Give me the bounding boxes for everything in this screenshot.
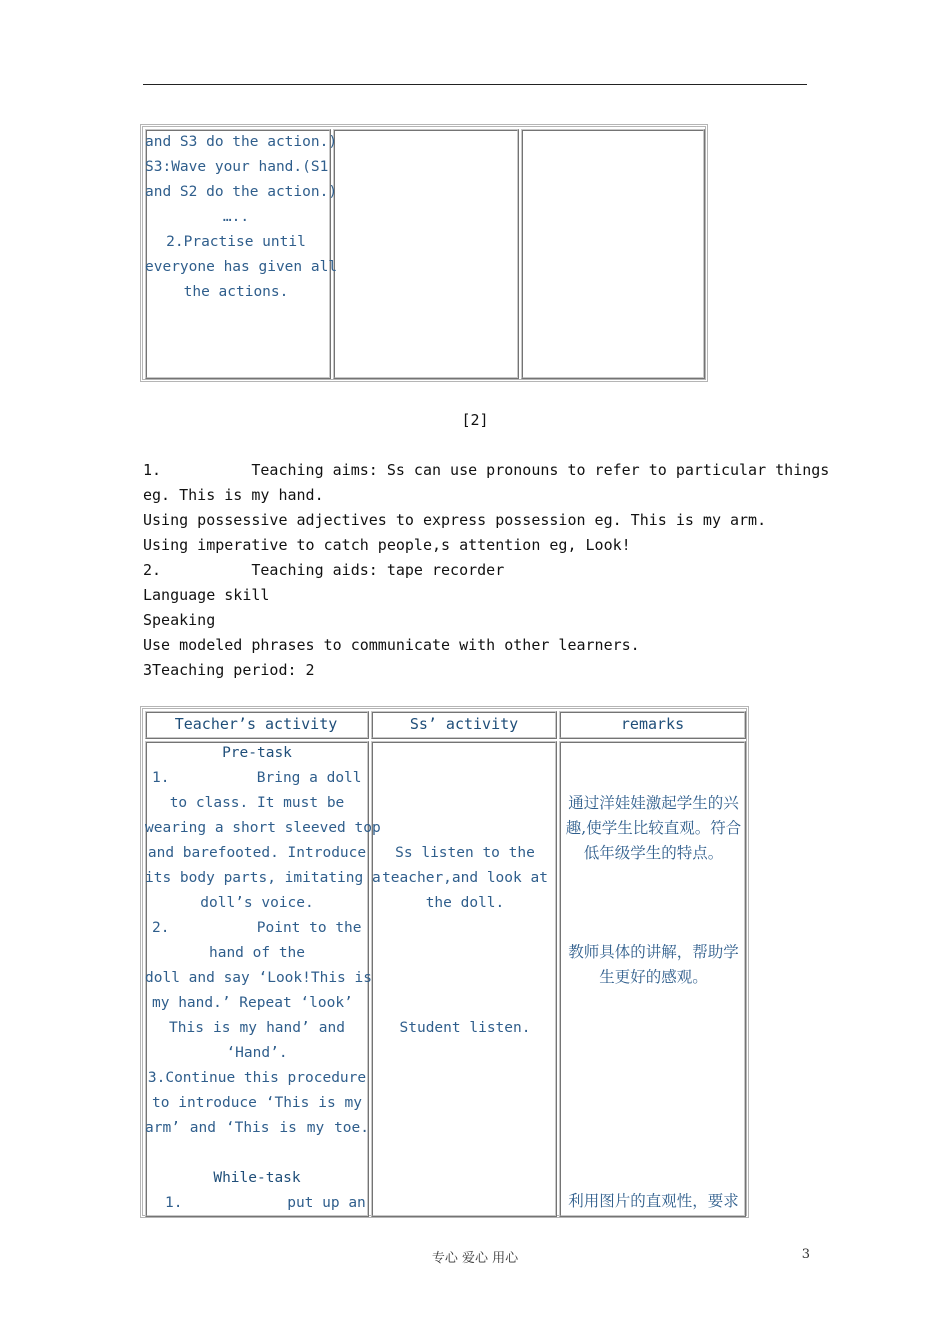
column-header-teacher: Teacher’s activity	[174, 715, 338, 733]
remark-line: 利用图片的直观性，要求	[568, 1192, 739, 1210]
column-header-remarks: remarks	[620, 715, 685, 733]
remark-line: 教师具体的讲解，帮助学	[568, 943, 739, 961]
body-line: Speaking	[143, 611, 216, 629]
top-cell-line: 2.Practise until	[166, 234, 306, 250]
ss-line: teacher,and look at	[382, 870, 548, 886]
section-marker: [2]	[461, 411, 489, 429]
teacher-line: arm’ and ‘This is my toe.	[145, 1120, 369, 1136]
teacher-line: 3.Continue this procedure	[147, 1070, 367, 1086]
page-number: 3	[801, 1247, 810, 1262]
top-cell-line: S3:Wave your hand.(S1	[145, 159, 329, 175]
body-line: Use modeled phrases to communicate with other learners.	[143, 636, 640, 654]
top-cell-line: …..	[222, 209, 250, 225]
body-line: Language skill	[143, 586, 270, 604]
teacher-line: its body parts, imitating a	[145, 870, 381, 886]
teacher-line: While-task	[213, 1170, 301, 1186]
body-cell-ss	[371, 741, 557, 1217]
teacher-line: ‘Hand’.	[226, 1045, 288, 1061]
teacher-line: doll’s voice.	[200, 895, 314, 911]
teacher-line: my hand.’ Repeat ‘look’	[152, 995, 353, 1011]
remark-line: 生更好的感观。	[599, 968, 708, 986]
body-line: 1. Teaching aims: Ss can use pronouns to refer to particular things	[143, 461, 830, 479]
top-table-cell-2	[333, 129, 519, 379]
remark-line: 低年级学生的特点。	[583, 844, 724, 862]
ss-line: Student listen.	[399, 1020, 531, 1036]
body-line: Using imperative to catch people,s attention eg, Look!	[143, 536, 631, 554]
teacher-line: and barefooted. Introduce	[147, 845, 367, 861]
footer-slogan: 专心 爱心 用心	[431, 1251, 519, 1266]
body-line: eg. This is my hand.	[143, 486, 324, 504]
body-line: 2. Teaching aids: tape recorder	[143, 561, 505, 579]
body-line: Using possessive adjectives to express possession eg. This is my arm.	[143, 511, 767, 529]
top-cell-line: and S3 do the action.)	[145, 134, 338, 150]
top-table-cell-3	[521, 129, 705, 379]
top-cell-line: the actions.	[183, 284, 289, 300]
teacher-line: to introduce ‘This is my	[152, 1095, 362, 1111]
top-cell-line: everyone has given all	[145, 259, 338, 275]
top-cell-line: and S2 do the action.)	[145, 184, 338, 200]
body-line: 3Teaching period: 2	[143, 661, 315, 679]
teacher-line: 1. Bring a doll	[152, 770, 362, 786]
teacher-line: Pre-task	[222, 745, 292, 761]
column-header-ss: Ss’ activity	[409, 715, 519, 733]
remark-line: 通过洋娃娃激起学生的兴	[568, 794, 739, 812]
ss-line: the doll.	[425, 895, 505, 911]
teacher-line: doll and say ‘Look!This is	[145, 970, 372, 986]
teacher-line: wearing a short sleeved top	[145, 820, 381, 836]
remark-line: 趣,使学生比较直观。符合	[565, 819, 742, 837]
teacher-line: hand of the	[208, 945, 306, 961]
header-rule	[143, 84, 807, 85]
ss-line: Ss listen to the	[395, 845, 535, 861]
teacher-line: to class. It must be	[169, 795, 345, 811]
teacher-line: This is my hand’ and	[169, 1020, 345, 1036]
teacher-line: 1. put up an	[165, 1195, 366, 1211]
teacher-line: 2. Point to the	[152, 920, 362, 936]
